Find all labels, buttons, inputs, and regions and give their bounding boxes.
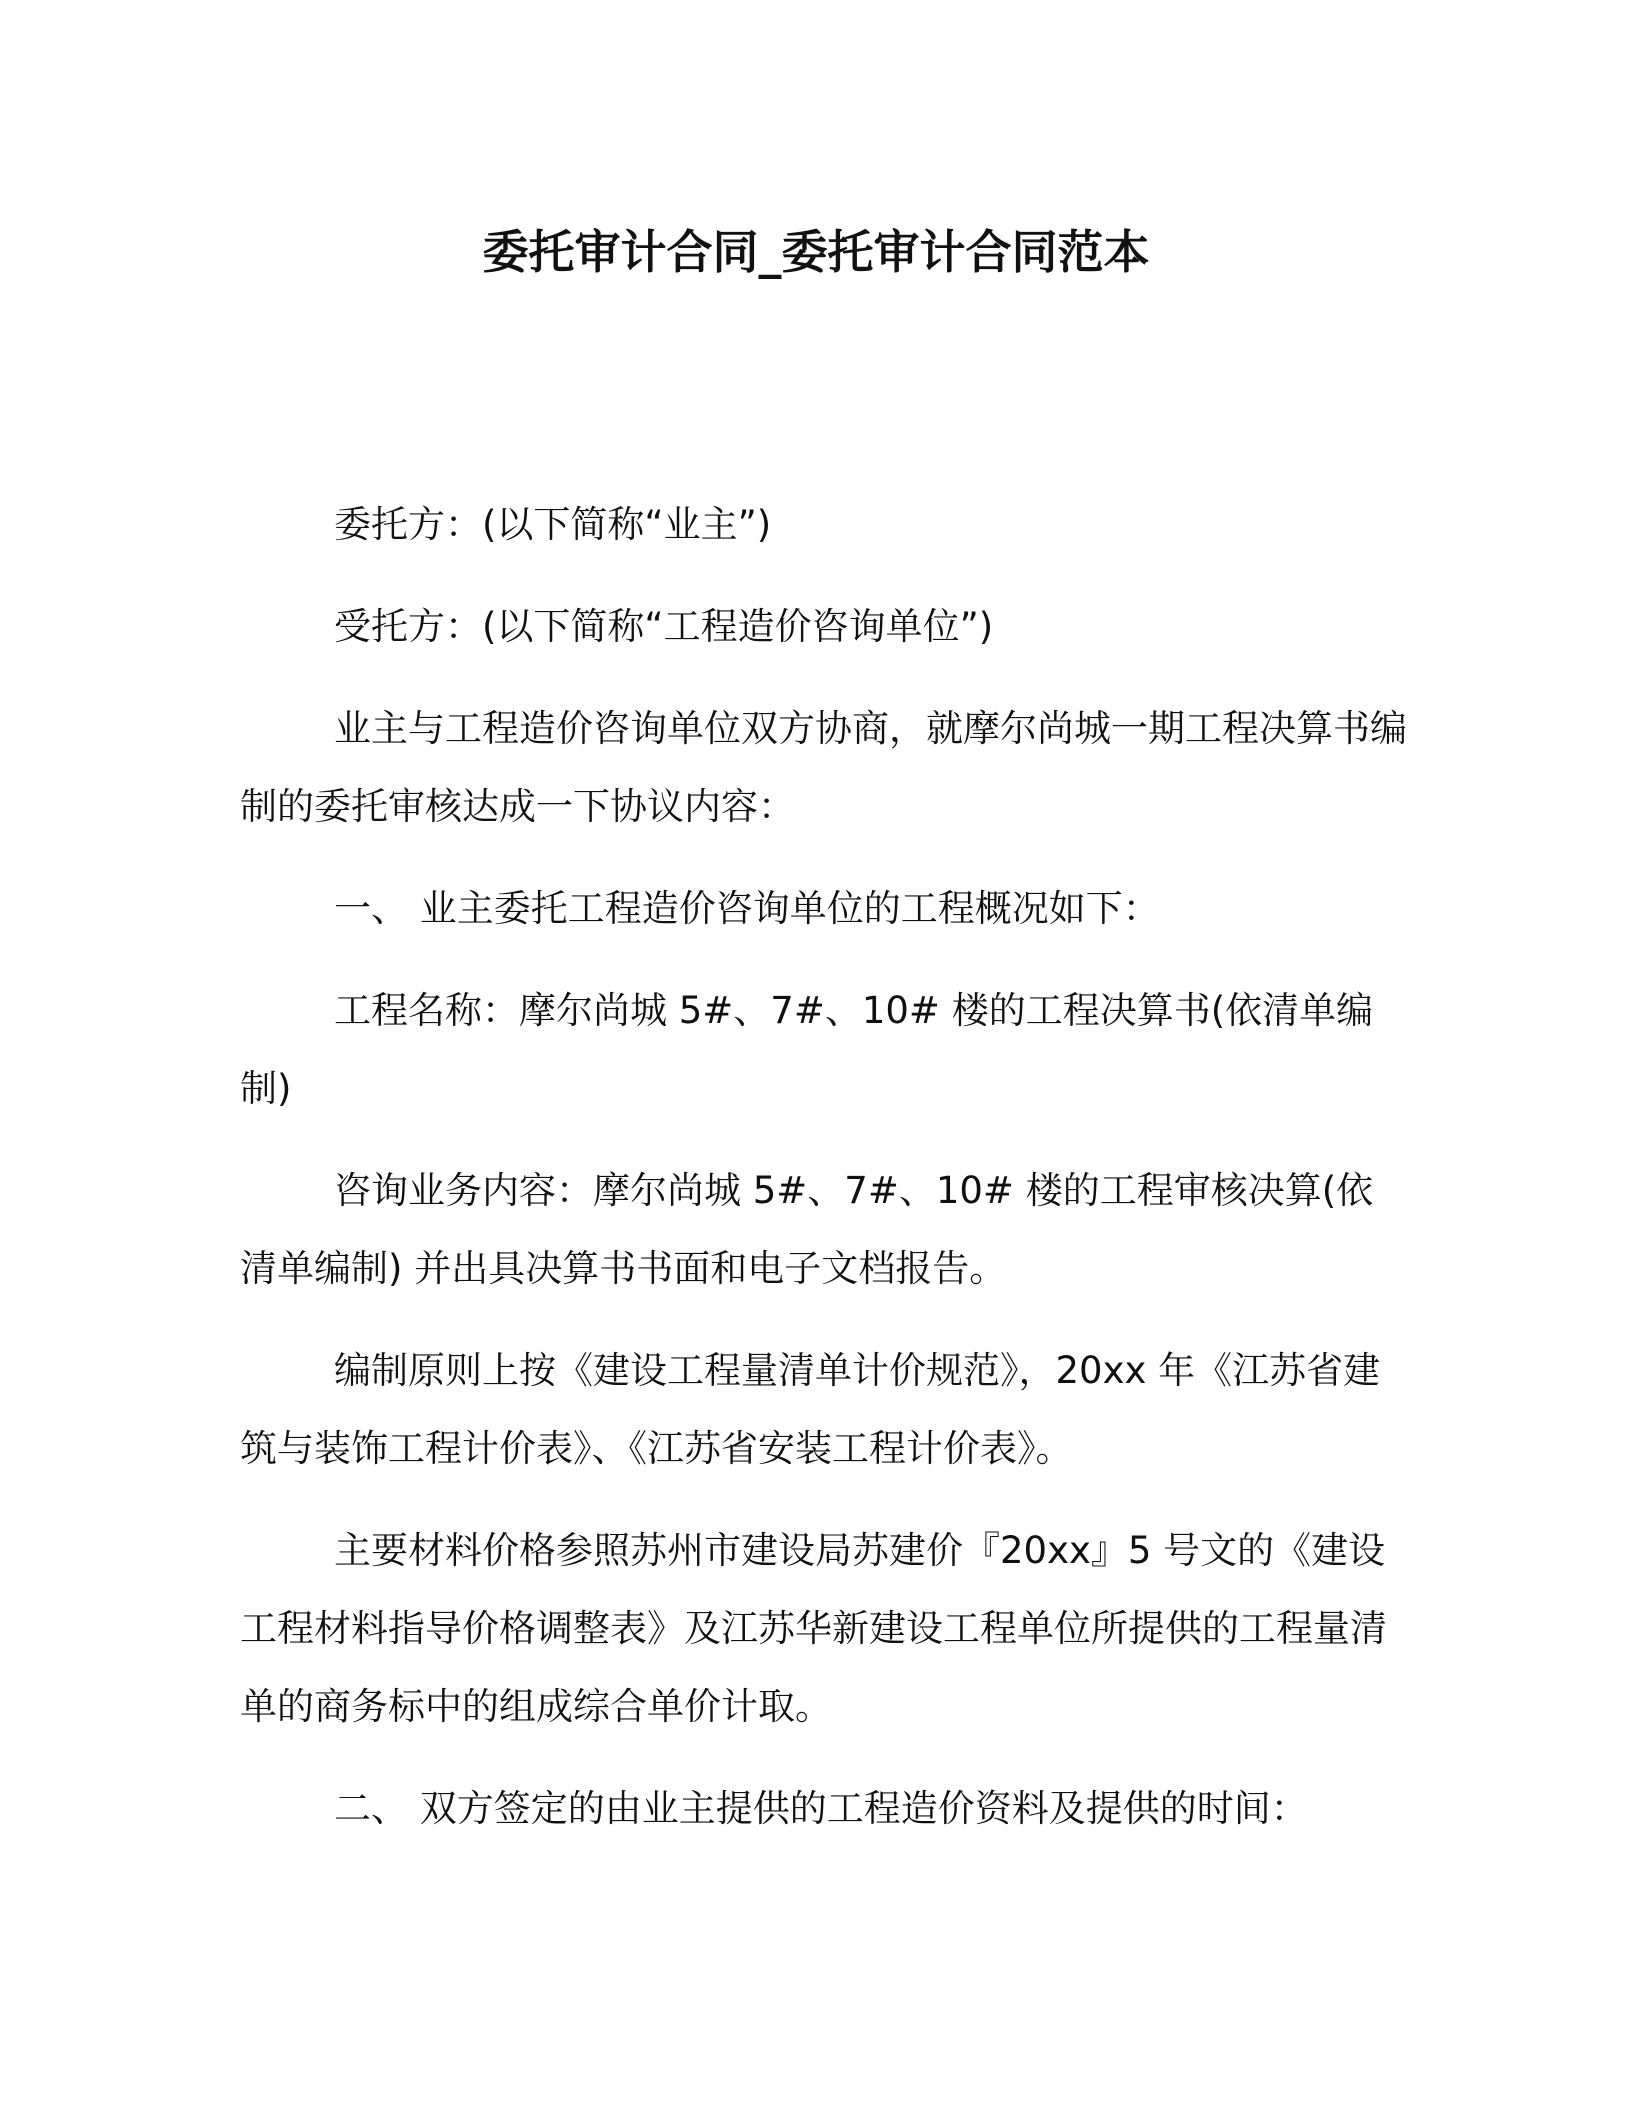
paragraph-project-name: 工程名称：摩尔尚城 5#、7#、10# 楼的工程决算书(依清单编制) (240, 989, 1374, 1110)
paragraph-contractor: 受托方：(以下简称“工程造价咨询单位”) (334, 605, 994, 648)
paragraph-client: 委托方：(以下简称“业主”) (334, 503, 772, 546)
paragraph-agreement-intro: 业主与工程造价咨询单位双方协商，就摩尔尚城一期工程决算书编制的委托审核达成一下协议内容： (240, 707, 1407, 828)
paragraph-material-prices: 主要材料价格参照苏州市建设局苏建价『20xx』5 号文的《建设工程材料指导价格调整表》及江苏华新建设工程单位所提供的工程量清单的商务标中的组成综合单价计取。 (240, 1529, 1387, 1728)
document-body (240, 486, 1408, 1848)
document-title: 委托审计合同_委托审计合同范本 (482, 225, 1150, 279)
paragraph-consulting-scope: 咨询业务内容：摩尔尚城 5#、7#、10# 楼的工程审核决算(依清单编制) 并出具决算书书面和电子文档报告。 (240, 1169, 1374, 1290)
paragraph-compilation-principles: 编制原则上按《建设工程量清单计价规范》，20xx 年《江苏省建筑与装饰工程计价表》、《江苏省安装工程计价表》。 (240, 1349, 1381, 1470)
paragraph-section-two-heading: 二、 双方签定的由业主提供的工程造价资料及提供的时间： (334, 1787, 1308, 1830)
paragraph-section-one-heading: 一、 业主委托工程造价咨询单位的工程概况如下： (334, 887, 1160, 930)
